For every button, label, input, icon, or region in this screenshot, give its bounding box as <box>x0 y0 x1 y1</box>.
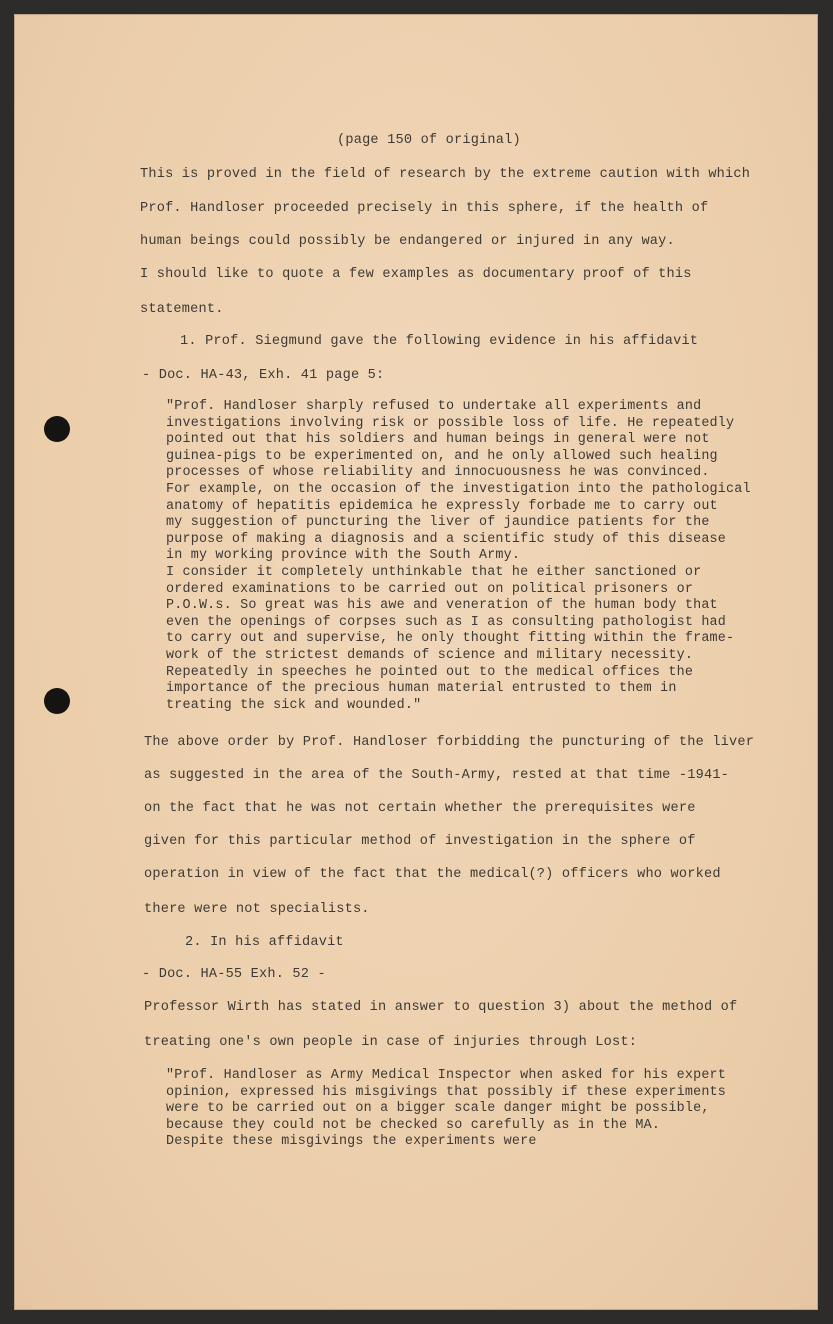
quote-line: importance of the precious human material entrusted to them in <box>166 681 677 697</box>
quote-line: For example, on the occasion of the investigation into the pathological <box>166 481 751 497</box>
text-line: This is proved in the field of research by the extreme caution with which <box>140 167 751 182</box>
quote-line: guinea-pigs to be experimented on, and he only allowed such healing <box>166 448 718 464</box>
document-reference: - Doc. HA-55 Exh. 52 - <box>142 967 326 982</box>
item-heading: 1. Prof. Siegmund gave the following evidence in his affidavit <box>180 334 699 349</box>
quote-line: Repeatedly in speeches he pointed out to the medical offices the <box>166 664 694 680</box>
quote-line: P.O.W.s. So great was his awe and veneration of the human body that <box>166 598 718 614</box>
quote-line: processes of whose reliability and innocuousness he was convinced. <box>166 465 710 481</box>
quote-line: "Prof. Handloser sharply refused to undertake all experiments and <box>166 399 702 414</box>
text-line: human beings could possibly be endangered or injured in any way. <box>140 234 675 249</box>
quote-line: I consider it completely unthinkable that he either sanctioned or <box>166 564 702 580</box>
text-line: there were not specialists. <box>144 902 370 917</box>
text-line: statement. <box>140 302 224 317</box>
item-heading: 2. In his affidavit <box>185 935 344 950</box>
text-line: given for this particular method of investigation in the sphere of <box>144 834 696 849</box>
text-line: as suggested in the area of the South-Army, rested at that time -1941- <box>144 768 730 783</box>
text-line: Prof. Handloser proceeded precisely in this sphere, if the health of <box>140 201 709 216</box>
affidavit-quote <box>166 399 751 714</box>
punch-hole <box>44 416 70 442</box>
page-header: (page 150 of original) <box>337 133 521 148</box>
document-reference: - Doc. HA-43, Exh. 41 page 5: <box>142 368 385 383</box>
quote-line: were to be carried out on a bigger scale danger might be possible, <box>166 1101 710 1117</box>
text-line: The above order by Prof. Handloser forbidding the puncturing of the liver <box>144 735 755 750</box>
quote-line: "Prof. Handloser as Army Medical Inspector when asked for his expert <box>166 1068 727 1083</box>
quote-line: in my working province with the South Army. <box>166 548 521 564</box>
quote-line: investigations involving risk or possible loss of life. He repeatedly <box>166 415 735 431</box>
quote-line: anatomy of hepatitis epidemica he expressly forbade me to carry out <box>166 498 718 514</box>
quote-line: to carry out and supervise, he only thought fitting within the frame- <box>166 631 735 647</box>
text-line: treating one's own people in case of injuries through Lost: <box>144 1035 638 1050</box>
quote-line: treating the sick and wounded." <box>166 697 422 713</box>
punch-hole <box>44 688 70 714</box>
quote-line: my suggestion of puncturing the liver of jaundice patients for the <box>166 515 710 531</box>
text-line: operation in view of the fact that the medical(?) officers who worked <box>144 867 721 882</box>
quote-line: opinion, expressed his misgivings that possibly if these experiments <box>166 1084 727 1100</box>
quote-line: work of the strictest demands of science and military necessity. <box>166 647 694 663</box>
text-line: I should like to quote a few examples as documentary proof of this <box>140 267 692 282</box>
text-line: Professor Wirth has stated in answer to question 3) about the method of <box>144 1000 738 1015</box>
affidavit-quote <box>166 1068 726 1151</box>
quote-line: because they could not be checked so carefully as in the MA. <box>166 1117 661 1133</box>
quote-line: pointed out that his soldiers and human beings in general were not <box>166 432 710 448</box>
quote-line: ordered examinations to be carried out on political prisoners or <box>166 581 694 597</box>
text-line: on the fact that he was not certain whether the prerequisites were <box>144 801 696 816</box>
quote-line: purpose of making a diagnosis and a scientific study of this disease <box>166 531 727 547</box>
quote-line: even the openings of corpses such as I as consulting pathologist had <box>166 614 727 630</box>
quote-line: Despite these misgivings the experiments were <box>166 1134 537 1150</box>
